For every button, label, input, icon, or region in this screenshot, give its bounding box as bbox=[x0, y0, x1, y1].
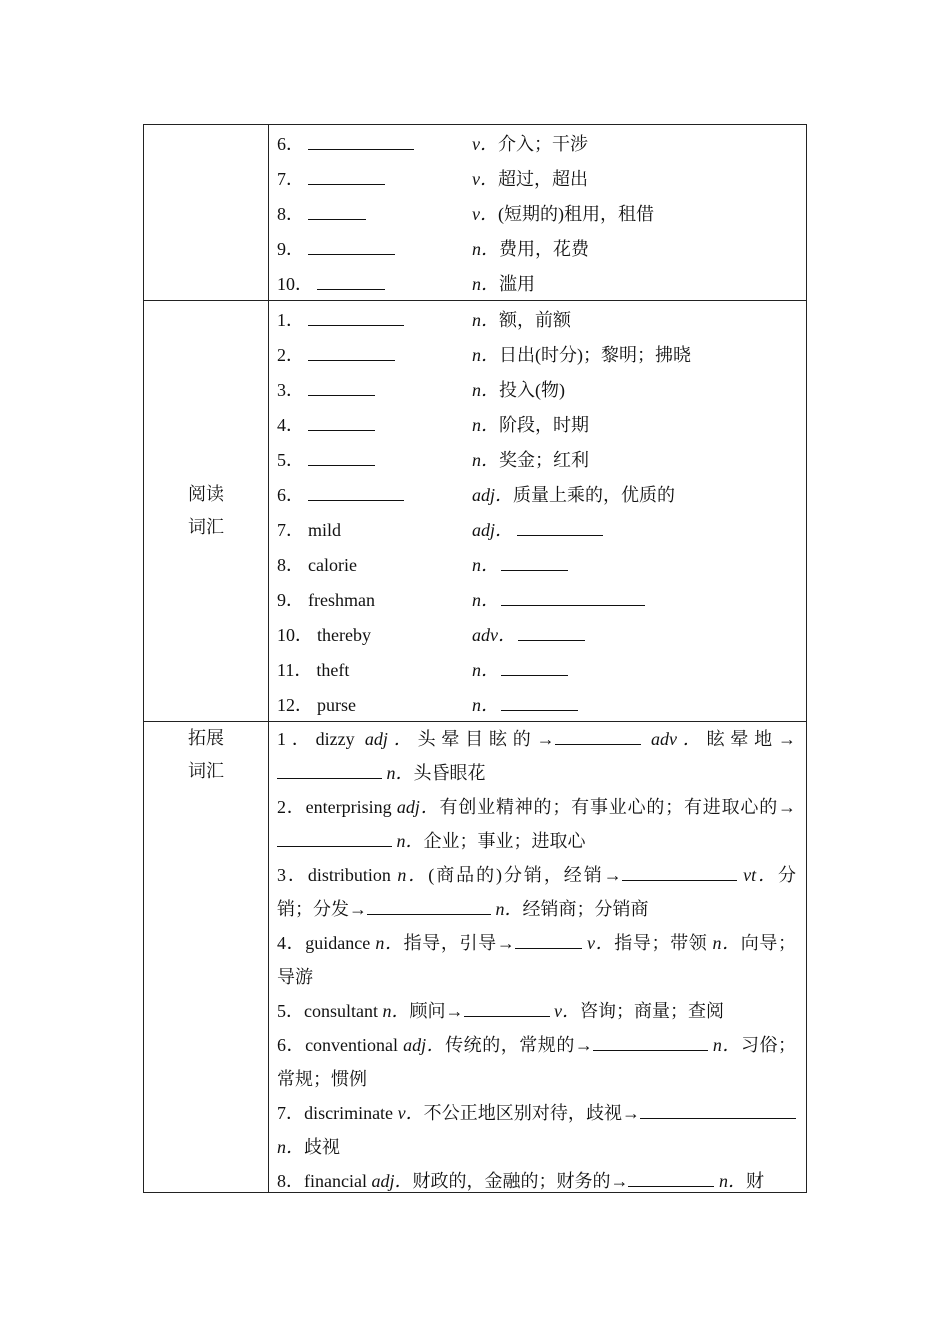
item-number: 8． bbox=[277, 554, 304, 575]
item-number: 7． bbox=[277, 168, 304, 189]
meaning: 企业；事业；进取心 bbox=[423, 831, 586, 851]
answer-blank[interactable] bbox=[308, 166, 385, 185]
meaning: 指导；带领 bbox=[614, 933, 708, 953]
label-line-2: 词汇 bbox=[188, 517, 224, 537]
part-of-speech: n． bbox=[472, 379, 499, 400]
part-of-speech: n． bbox=[396, 831, 424, 851]
meaning: 指导，引导 bbox=[403, 933, 497, 953]
vocab-item bbox=[277, 722, 806, 790]
part-of-speech: adj． bbox=[403, 1035, 446, 1055]
item-number: 10． bbox=[277, 273, 313, 294]
part-of-speech: v． bbox=[472, 168, 498, 189]
meaning: 分销；分发 bbox=[277, 865, 797, 919]
item-number: 6． bbox=[277, 484, 304, 505]
item-number: 1． bbox=[277, 309, 304, 330]
meaning: 头昏眼花 bbox=[413, 763, 486, 783]
section-row-2 bbox=[144, 301, 807, 722]
meaning: (商品的)分销，经销 bbox=[428, 865, 604, 885]
label-line-1: 拓展 bbox=[188, 728, 224, 748]
item-number: 4． bbox=[277, 933, 306, 953]
part-of-speech: n． bbox=[472, 659, 499, 680]
meaning: 传统的，常规的 bbox=[445, 1035, 575, 1055]
part-of-speech: adj． bbox=[364, 729, 418, 749]
item-number: 9． bbox=[277, 238, 304, 259]
answer-blank[interactable] bbox=[308, 131, 414, 150]
part-of-speech: n． bbox=[472, 694, 499, 715]
part-of-speech: n． bbox=[472, 414, 499, 435]
answer-blank[interactable] bbox=[464, 1000, 550, 1017]
meaning: 超过，超出 bbox=[498, 168, 588, 189]
english-word: financial bbox=[304, 1171, 367, 1191]
meaning: 额，前额 bbox=[499, 309, 571, 330]
arrow-icon: → bbox=[622, 1103, 641, 1123]
answer-blank[interactable] bbox=[308, 307, 404, 326]
arrow-icon: → bbox=[349, 899, 367, 919]
english-word: mild bbox=[308, 519, 342, 540]
part-of-speech: adv． bbox=[650, 729, 707, 749]
english-word: discriminate bbox=[304, 1103, 394, 1123]
meaning: 经销商；分销商 bbox=[522, 899, 649, 919]
meaning: 咨询；商量；查阅 bbox=[580, 1001, 724, 1021]
label-line-1: 阅读 bbox=[188, 484, 224, 504]
meaning: 财政的，金融的；财务的 bbox=[412, 1171, 611, 1191]
meaning: 投入(物) bbox=[499, 379, 565, 400]
vocab-item bbox=[277, 230, 806, 265]
item-number: 2． bbox=[277, 344, 304, 365]
vocab-item bbox=[277, 441, 806, 476]
section-items-2 bbox=[269, 301, 807, 722]
english-word: enterprising bbox=[305, 797, 392, 817]
english-word: purse bbox=[317, 694, 356, 715]
vocab-item bbox=[277, 1164, 806, 1192]
answer-blank[interactable] bbox=[593, 1034, 708, 1051]
section-label-reading bbox=[144, 301, 269, 722]
vocab-item bbox=[277, 301, 806, 336]
answer-blank[interactable] bbox=[501, 692, 578, 711]
arrow-icon: → bbox=[778, 797, 797, 817]
answer-blank[interactable] bbox=[515, 932, 582, 949]
part-of-speech: n． bbox=[712, 933, 741, 953]
part-of-speech: vt． bbox=[743, 865, 779, 885]
answer-blank[interactable] bbox=[308, 342, 395, 361]
section-row-3 bbox=[144, 722, 807, 1193]
meaning: 有创业精神的；有事业心的；有进取心的 bbox=[439, 797, 779, 817]
meaning: 日出(时分)；黎明；拂晓 bbox=[499, 344, 691, 365]
part-of-speech: n． bbox=[495, 899, 523, 919]
answer-blank[interactable] bbox=[517, 517, 603, 536]
answer-blank[interactable] bbox=[628, 1170, 714, 1187]
part-of-speech: n． bbox=[472, 344, 499, 365]
item-number: 8． bbox=[277, 203, 304, 224]
part-of-speech: n． bbox=[397, 865, 429, 885]
vocab-item bbox=[277, 581, 806, 616]
answer-blank[interactable] bbox=[317, 271, 385, 290]
meaning: 顾问 bbox=[409, 1001, 446, 1021]
arrow-icon: → bbox=[536, 729, 555, 749]
answer-blank[interactable] bbox=[622, 864, 737, 881]
answer-blank[interactable] bbox=[308, 236, 395, 255]
vocab-item bbox=[277, 546, 806, 581]
meaning: 介入；干涉 bbox=[498, 133, 588, 154]
answer-blank[interactable] bbox=[518, 622, 585, 641]
item-number: 7． bbox=[277, 519, 304, 540]
vocab-item bbox=[277, 858, 806, 926]
item-number: 10． bbox=[277, 624, 313, 645]
item-number: 2． bbox=[277, 797, 306, 817]
vocab-item bbox=[277, 616, 806, 651]
vocab-item bbox=[277, 994, 806, 1028]
vocab-item bbox=[277, 195, 806, 230]
answer-blank[interactable] bbox=[308, 201, 366, 220]
vocab-item bbox=[277, 511, 806, 546]
answer-blank[interactable] bbox=[277, 762, 382, 779]
english-word: calorie bbox=[308, 554, 357, 575]
meaning: 眩晕地 bbox=[706, 729, 778, 749]
vocab-item bbox=[277, 265, 806, 300]
part-of-speech: v． bbox=[472, 133, 498, 154]
item-number: 12． bbox=[277, 694, 313, 715]
part-of-speech: n． bbox=[472, 589, 499, 610]
part-of-speech: n． bbox=[472, 273, 499, 294]
meaning: 习俗；常规；惯例 bbox=[277, 1035, 797, 1089]
part-of-speech: n． bbox=[472, 238, 499, 259]
item-number: 5． bbox=[277, 1001, 304, 1021]
english-word: consultant bbox=[304, 1001, 378, 1021]
part-of-speech: adv． bbox=[472, 624, 516, 645]
vocab-item bbox=[277, 651, 806, 686]
english-word: freshman bbox=[308, 589, 375, 610]
vocab-item bbox=[277, 476, 806, 511]
vocab-item bbox=[277, 1028, 806, 1096]
item-number: 1． bbox=[277, 729, 316, 749]
part-of-speech: adj． bbox=[472, 484, 514, 505]
vocab-item bbox=[277, 686, 806, 721]
english-word: theft bbox=[316, 659, 350, 680]
section-row-1 bbox=[144, 125, 807, 301]
meaning: 财 bbox=[745, 1171, 764, 1191]
item-number: 11． bbox=[277, 659, 313, 680]
part-of-speech: n． bbox=[712, 1035, 741, 1055]
part-of-speech: n． bbox=[472, 309, 499, 330]
meaning: 滥用 bbox=[499, 273, 535, 294]
label-line-2: 词汇 bbox=[188, 761, 224, 781]
part-of-speech: v． bbox=[472, 203, 498, 224]
section-items-3 bbox=[269, 722, 807, 1193]
arrow-icon: → bbox=[603, 865, 622, 885]
part-of-speech: n． bbox=[472, 554, 499, 575]
answer-blank[interactable] bbox=[555, 728, 641, 745]
item-number: 3． bbox=[277, 865, 308, 885]
vocab-item bbox=[277, 125, 806, 160]
answer-blank[interactable] bbox=[308, 377, 375, 396]
meaning: 费用，花费 bbox=[499, 238, 589, 259]
item-number: 9． bbox=[277, 589, 304, 610]
english-word: thereby bbox=[317, 624, 371, 645]
vocab-item bbox=[277, 371, 806, 406]
section-items-1 bbox=[269, 125, 807, 301]
part-of-speech: n． bbox=[375, 933, 404, 953]
answer-blank[interactable] bbox=[640, 1102, 796, 1119]
section-label-empty bbox=[144, 125, 269, 301]
meaning: 质量上乘的，优质的 bbox=[513, 484, 676, 505]
section-label-extension bbox=[144, 722, 269, 1193]
arrow-icon: → bbox=[778, 729, 796, 749]
english-word: guidance bbox=[305, 933, 371, 953]
english-word: distribution bbox=[307, 865, 391, 885]
arrow-icon: → bbox=[610, 1171, 629, 1191]
arrow-icon: → bbox=[445, 1001, 464, 1021]
meaning: 不公正地区别对待，歧视 bbox=[423, 1103, 623, 1123]
vocab-item bbox=[277, 336, 806, 371]
meaning: 歧视 bbox=[304, 1137, 340, 1157]
english-word: conventional bbox=[305, 1035, 399, 1055]
part-of-speech: adj． bbox=[396, 797, 440, 817]
vocab-item bbox=[277, 1096, 806, 1164]
english-word: dizzy bbox=[315, 729, 355, 749]
vocab-item bbox=[277, 926, 806, 994]
part-of-speech: n． bbox=[382, 1001, 410, 1021]
part-of-speech: adj． bbox=[472, 519, 514, 540]
meaning: 向导；导游 bbox=[277, 933, 797, 987]
meaning: 奖金；红利 bbox=[499, 449, 589, 470]
part-of-speech: adj． bbox=[371, 1171, 413, 1191]
answer-blank[interactable] bbox=[308, 482, 404, 501]
vocab-item bbox=[277, 160, 806, 195]
item-number: 5． bbox=[277, 449, 304, 470]
meaning: 头晕目眩的 bbox=[417, 729, 537, 749]
item-number: 6． bbox=[277, 133, 304, 154]
item-number: 3． bbox=[277, 379, 304, 400]
answer-blank[interactable] bbox=[501, 587, 645, 606]
part-of-speech: v． bbox=[397, 1103, 424, 1123]
part-of-speech: v． bbox=[554, 1001, 580, 1021]
answer-blank[interactable] bbox=[277, 830, 392, 847]
item-number: 6． bbox=[277, 1035, 306, 1055]
meaning: 阶段，时期 bbox=[499, 414, 589, 435]
item-number: 8． bbox=[277, 1171, 304, 1191]
part-of-speech: n． bbox=[718, 1171, 746, 1191]
answer-blank[interactable] bbox=[308, 412, 375, 431]
item-number: 4． bbox=[277, 414, 304, 435]
answer-blank[interactable] bbox=[367, 898, 491, 915]
vocab-item bbox=[277, 790, 806, 858]
answer-blank[interactable] bbox=[501, 552, 568, 571]
arrow-icon: → bbox=[574, 1035, 593, 1055]
part-of-speech: n． bbox=[277, 1137, 304, 1157]
part-of-speech: v． bbox=[586, 933, 615, 953]
answer-blank[interactable] bbox=[501, 657, 568, 676]
vocabulary-table bbox=[143, 124, 807, 1193]
item-number: 7． bbox=[277, 1103, 305, 1123]
answer-blank[interactable] bbox=[308, 447, 375, 466]
part-of-speech: n． bbox=[386, 763, 414, 783]
part-of-speech: n． bbox=[472, 449, 499, 470]
vocab-item bbox=[277, 406, 806, 441]
arrow-icon: → bbox=[496, 933, 515, 953]
meaning: (短期的)租用，租借 bbox=[498, 203, 654, 224]
